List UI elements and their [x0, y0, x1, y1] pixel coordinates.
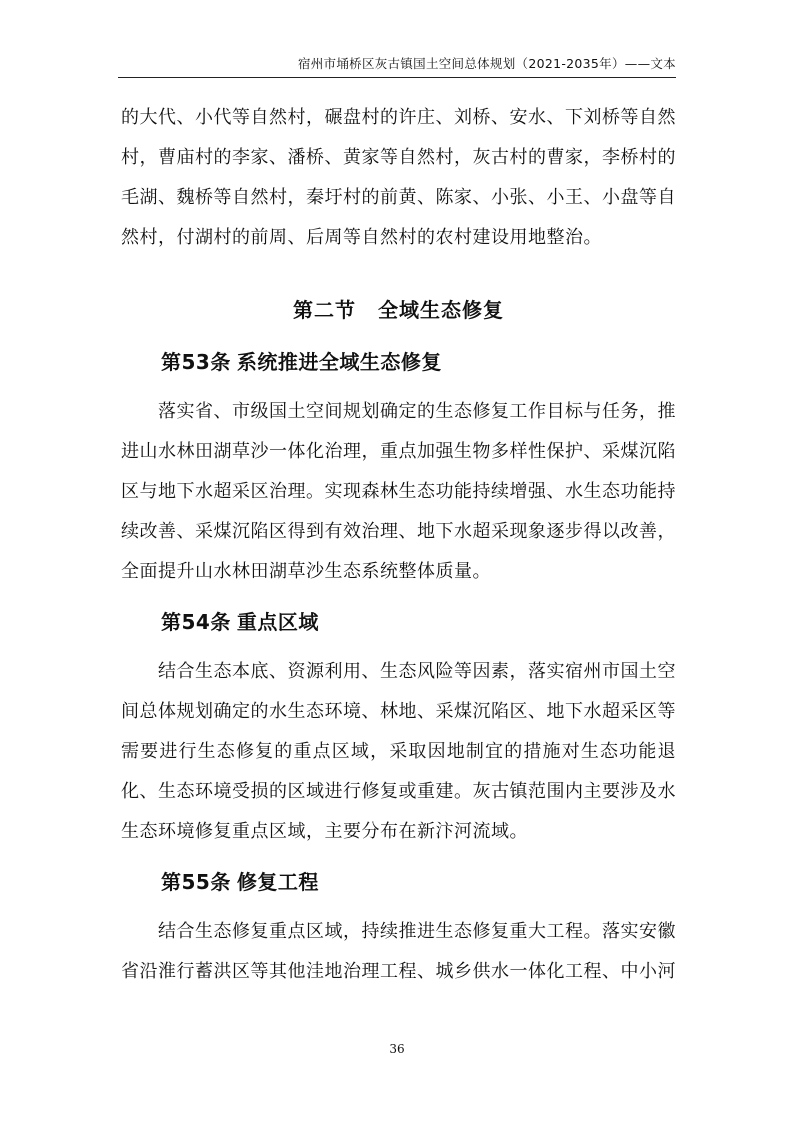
article-heading-54	[161, 602, 676, 642]
continued-paragraph: 的大代、小代等自然村，碾盘村的许庄、刘桥、安水、下刘桥等自然村，曹庙村的李家、潘桥、黄家等自然村，灰古村的曹家，李桥村的毛湖、魏桥等自然村，秦圩村的前黄、陈家、小张、小王、小盘等自然村，付湖村的前周、后周等自然村的农村建设用地整治。	[121, 107, 676, 248]
section-number: 第二节	[293, 298, 356, 322]
section-heading	[121, 290, 676, 330]
article-title: 系统推进全域生态修复	[236, 350, 442, 374]
article-body-54: 结合生态本底、资源利用、生态风险等因素，落实宿州市国土空间总体规划确定的水生态环境、林地、采煤沉陷区、地下水超采区等需要进行生态修复的重点区域，采取因地制宜的措施对生态功能退化、生态环境受损的区域进行修复或重建。灰古镇范围内主要涉及水生态环境修复重点区域，主要分布在新汴河流域。	[121, 661, 676, 842]
header-rule	[118, 77, 676, 78]
article-number: 第55条	[161, 870, 231, 894]
article-number: 第53条	[161, 350, 231, 374]
article-heading-55	[161, 862, 676, 902]
page-number: 36	[389, 1042, 405, 1056]
page-content	[121, 98, 676, 992]
article-number: 第54条	[161, 610, 231, 634]
article-title: 修复工程	[236, 870, 319, 894]
article-heading-53	[161, 342, 676, 382]
running-header: 宿州市埇桥区灰古镇国土空间总体规划（2021-2035年）——文本	[297, 56, 676, 71]
article-body-53: 落实省、市级国土空间规划确定的生态修复工作目标与任务，推进山水林田湖草沙一体化治理，重点加强生物多样性保护、采煤沉陷区与地下水超采区治理。实现森林生态功能持续增强、水生态功能持续改善、采煤沉陷区得到有效治理、地下水超采现象逐步得以改善，全面提升山水林田湖草沙生态系统整体质量。	[121, 401, 676, 582]
article-title: 重点区域	[236, 610, 319, 634]
section-title: 全域生态修复	[378, 298, 504, 322]
article-body-55: 结合生态修复重点区域，持续推进生态修复重大工程。落实安徽省沿淮行蓄洪区等其他洼地治理工程、城乡供水一体化工程、中小河	[121, 921, 676, 982]
